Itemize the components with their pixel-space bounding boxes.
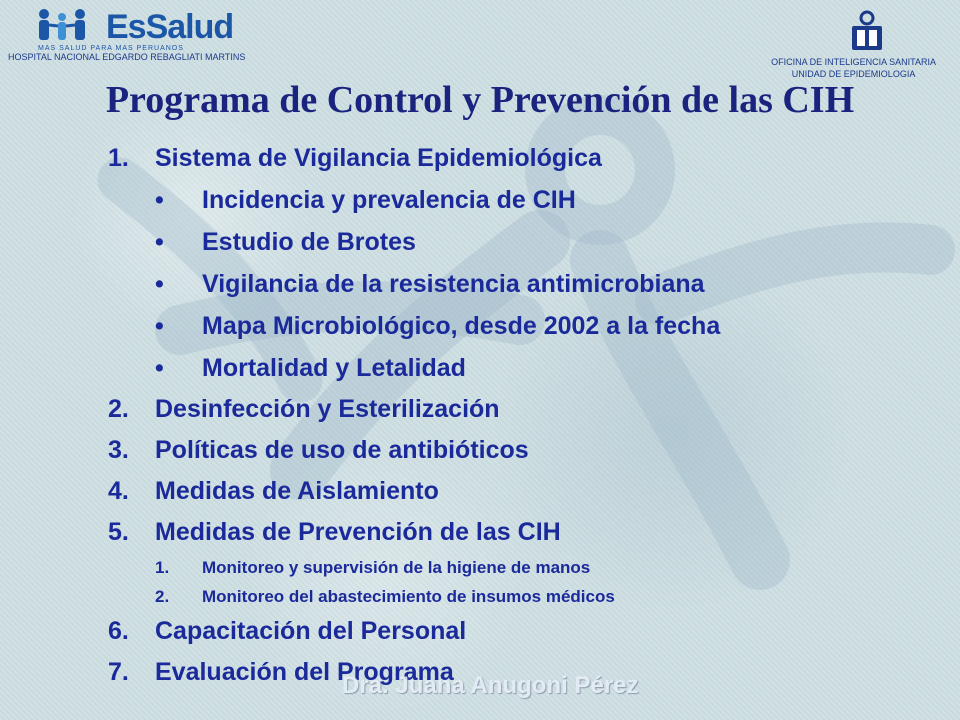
bullet-icon: • <box>155 270 164 298</box>
office-emblem-icon <box>848 10 886 54</box>
bullet-icon: • <box>155 354 164 382</box>
bullet-icon: • <box>155 228 164 256</box>
list-item-text: Mortalidad y Letalidad <box>202 354 466 382</box>
list-item <box>108 553 928 582</box>
list-item <box>108 430 928 471</box>
list-item <box>108 138 928 179</box>
list-item <box>108 305 928 347</box>
list-item-text: Estudio de Brotes <box>202 228 416 256</box>
office-label <box>771 56 936 80</box>
list-number: 6. <box>108 617 129 645</box>
list-item <box>108 389 928 430</box>
hospital-name: HOSPITAL NACIONAL EDGARDO REBAGLIATI MARTINS <box>8 52 246 62</box>
bullet-icon: • <box>155 312 164 340</box>
list-item-text: Incidencia y prevalencia de CIH <box>202 186 576 214</box>
list-item <box>108 347 928 389</box>
list-item <box>108 611 928 652</box>
sub-list-number: 2. <box>155 587 170 606</box>
list-item-text: Vigilancia de la resistencia antimicrobiana <box>202 270 705 298</box>
list-item <box>108 221 928 263</box>
list-item <box>108 582 928 611</box>
list-item-text: Medidas de Prevención de las CIH <box>155 518 561 546</box>
list-item-text: Monitoreo del abastecimiento de insumos médicos <box>202 587 615 606</box>
list-item-text: Evaluación del Programa <box>155 658 454 686</box>
slide-title: Programa de Control y Prevención de las CIH <box>105 79 855 121</box>
author-footer: Dra. Juana Anugoni Pérez <box>342 672 639 699</box>
list-number: 5. <box>108 518 129 546</box>
list-number: 4. <box>108 477 129 505</box>
list-number: 1. <box>108 144 129 172</box>
list-item-text: Medidas de Aislamiento <box>155 477 439 505</box>
list-item-text: Desinfección y Esterilización <box>155 395 500 423</box>
bullet-icon: • <box>155 186 164 214</box>
list-number: 3. <box>108 436 129 464</box>
sub-list-number: 1. <box>155 558 170 577</box>
brand-name: EsSalud <box>106 8 234 46</box>
list-number: 7. <box>108 658 129 686</box>
list-item <box>108 471 928 512</box>
office-name: OFICINA DE INTELIGENCIA SANITARIA <box>771 57 936 67</box>
list-number: 2. <box>108 395 129 423</box>
family-figures-icon <box>32 7 104 43</box>
list-item-text: Sistema de Vigilancia Epidemiológica <box>155 144 602 172</box>
list-item <box>108 512 928 553</box>
list-item-text: Políticas de uso de antibióticos <box>155 436 529 464</box>
list-item <box>108 179 928 221</box>
list-item <box>108 263 928 305</box>
list-item-text: Capacitación del Personal <box>155 617 467 645</box>
list-item-text: Monitoreo y supervisión de la higiene de manos <box>202 558 591 577</box>
unit-name: UNIDAD DE EPIDEMIOLOGIA <box>791 69 916 79</box>
brand-tagline: MAS SALUD PARA MAS PERUANOS <box>38 45 184 52</box>
list-item-text: Mapa Microbiológico, desde 2002 a la fecha <box>202 312 721 340</box>
program-list <box>108 138 928 693</box>
